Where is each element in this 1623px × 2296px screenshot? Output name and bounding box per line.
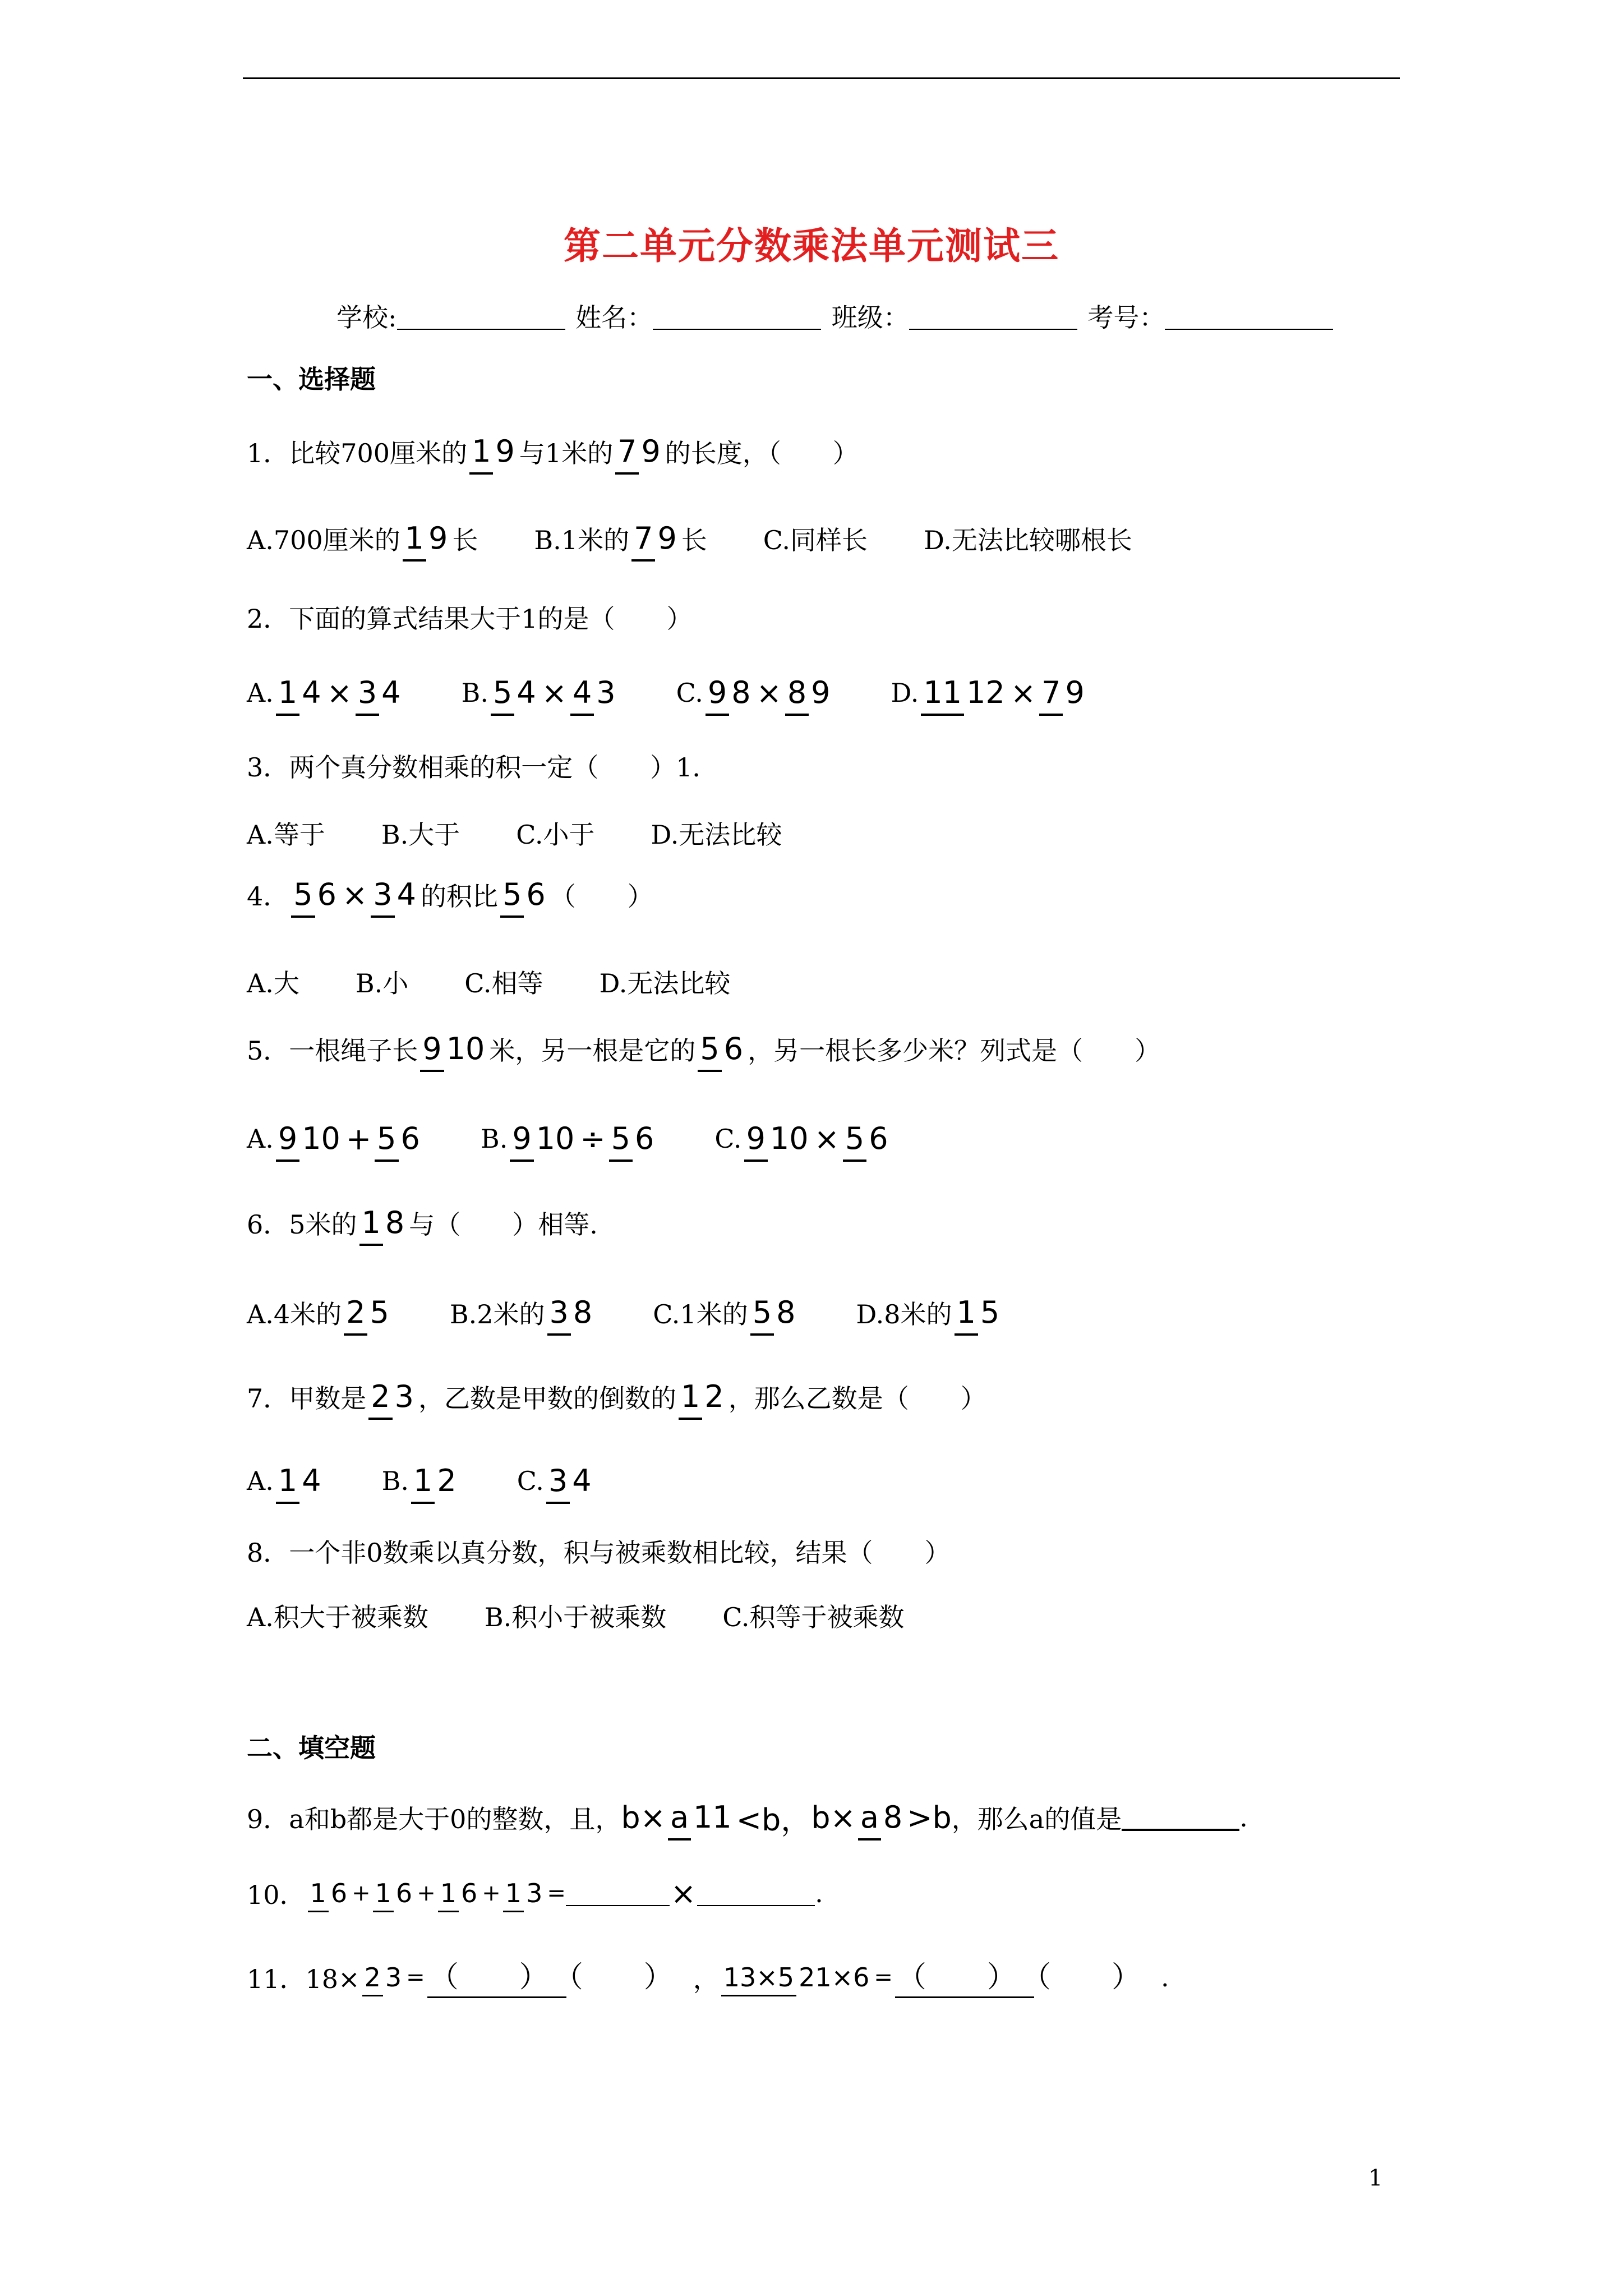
q4-text-mid: 的积比	[420, 881, 498, 912]
q6-b-fraction: 3 8	[547, 1297, 595, 1328]
q2-a-fraction-2: 3 4	[356, 678, 403, 708]
question-1	[247, 415, 859, 488]
times-sign: ×	[541, 675, 567, 711]
q5-option-c[interactable]: C.	[714, 1124, 742, 1154]
q11-fraction-1: 2 3	[362, 1964, 404, 1990]
name-field[interactable]	[653, 306, 821, 330]
q4-option-a[interactable]: A.大	[247, 968, 299, 999]
times-sign: ×	[1010, 675, 1036, 711]
school-field[interactable]	[397, 306, 565, 330]
equals-sign: =	[406, 1964, 425, 1990]
q8-option-b[interactable]: B.积小于被乘数	[484, 1602, 667, 1632]
q10-answer-blank-1[interactable]	[566, 1880, 670, 1906]
q7-option-c[interactable]: C.	[517, 1466, 544, 1496]
number-label: 考号：	[1087, 302, 1165, 333]
q2-c-fraction-2: 8 9	[785, 678, 833, 708]
q1-text-c: 的长度，（ ）	[665, 438, 859, 468]
q7-text-b: ，乙数是甲数的倒数的	[418, 1383, 676, 1414]
q7-b-fraction: 1 2	[411, 1466, 459, 1496]
question-5	[247, 1013, 1160, 1085]
q9-less-than: <b，	[736, 1802, 811, 1838]
q7-text-c: ，那么乙数是（ ）	[728, 1383, 986, 1414]
q1-option-b-fraction: 7 9	[631, 523, 679, 554]
q11-comma: ，	[693, 1964, 719, 1994]
q8-option-a[interactable]: A.积大于被乘数	[247, 1602, 428, 1632]
q10-answer-blank-2[interactable]	[697, 1880, 815, 1906]
q3-option-c[interactable]: C.小于	[516, 820, 595, 850]
q5-option-b[interactable]: B.	[480, 1124, 508, 1154]
q9-fraction-1: a 11	[668, 1802, 734, 1833]
q11-number: 11．18×	[247, 1964, 360, 1994]
q2-option-c[interactable]: C.	[676, 678, 703, 708]
q7-text-a: 7．甲数是	[247, 1383, 367, 1414]
q2-option-a[interactable]: A.	[247, 678, 274, 708]
q1-option-c[interactable]: C.同样长	[763, 525, 868, 555]
q6-a-fraction: 2 5	[344, 1297, 391, 1328]
q11-answer-fraction-1[interactable]: （ ） （ ）	[427, 1963, 691, 1992]
q1-option-b-end: 长	[681, 525, 707, 555]
q1-text-a: 1．比较700厘米的	[247, 438, 468, 468]
q3-option-a[interactable]: A.等于	[247, 820, 325, 850]
q6-c-fraction: 5 8	[750, 1297, 798, 1328]
q6-d-fraction: 1 5	[955, 1297, 1002, 1328]
times-sign: ×	[670, 1875, 697, 1911]
section-choice-heading: 一、选择题	[247, 364, 376, 394]
q9-period: .	[1239, 1802, 1248, 1833]
question-2-options	[247, 656, 1089, 729]
q5-c-fraction-2: 5 6	[843, 1124, 891, 1154]
q3-text: 3．两个真分数相乘的积一定（ ）1．	[247, 752, 718, 783]
q6-option-b[interactable]: B.2米的	[449, 1299, 545, 1329]
q7-option-a[interactable]: A.	[247, 1466, 274, 1496]
name-label: 姓名：	[575, 302, 653, 333]
number-field[interactable]	[1165, 306, 1333, 330]
q9-text-c: ，那么a的值是	[951, 1804, 1122, 1834]
question-8-options	[247, 1579, 904, 1652]
question-4-options	[247, 945, 730, 1018]
q2-option-b[interactable]: B.	[461, 678, 488, 708]
q4-fraction-1: 5 6	[291, 880, 339, 910]
page-number: 1	[1368, 2165, 1383, 2191]
times-sign: ×	[326, 675, 352, 711]
q2-b-fraction-2: 4 3	[570, 678, 618, 708]
q1-option-a-fraction: 1 9	[403, 523, 450, 554]
question-8	[247, 1515, 951, 1588]
question-3	[247, 729, 718, 802]
q1-option-a[interactable]: A.700厘米的	[247, 525, 400, 555]
equals-sign: =	[874, 1964, 893, 1990]
q4-fraction-2: 3 4	[371, 880, 418, 910]
q1-option-a-end: 长	[452, 525, 478, 555]
q9-expr-1: b×	[621, 1800, 666, 1835]
times-sign: ×	[342, 877, 368, 913]
q10-number: 10．	[247, 1880, 306, 1910]
q8-option-c[interactable]: C.积等于被乘数	[722, 1602, 905, 1632]
q9-answer-blank[interactable]	[1122, 1804, 1239, 1831]
q2-b-fraction-1: 5 4	[491, 678, 538, 708]
q2-d-fraction-1: 11 12	[921, 678, 1007, 708]
times-sign: ×	[814, 1121, 840, 1157]
section-fill-heading: 二、填空题	[247, 1733, 376, 1763]
q5-b-fraction-2: 5 6	[609, 1124, 657, 1154]
q6-text-b: 与（ ）相等.	[409, 1209, 598, 1240]
times-sign: ×	[756, 675, 782, 711]
q4-option-b[interactable]: B.小	[355, 968, 409, 999]
q11-fraction-2: 13×5 21×6	[721, 1964, 872, 1990]
q5-fraction-1: 9 10	[420, 1034, 487, 1064]
q1-text-b: 与1米的	[519, 438, 614, 468]
q11-period: .	[1160, 1962, 1169, 1993]
q7-option-b[interactable]: B.	[381, 1466, 409, 1496]
q7-c-fraction: 3 4	[546, 1466, 594, 1496]
q2-a-fraction-1: 1 4	[276, 678, 324, 708]
q1-option-d[interactable]: D.无法比较哪根长	[923, 525, 1132, 555]
q5-fraction-2: 5 6	[698, 1034, 745, 1064]
school-label: 学校:	[336, 302, 397, 333]
question-1-options	[247, 502, 1132, 575]
q2-c-fraction-1: 9 8	[706, 678, 753, 708]
q9-fraction-2: a 8	[858, 1802, 905, 1833]
plus-sign: +	[352, 1880, 371, 1906]
q5-c-fraction-1: 9 10	[744, 1124, 811, 1154]
q8-text: 8．一个非0数乘以真分数，积与被乘数相比较，结果（ ）	[247, 1538, 951, 1568]
q6-fraction-1: 1 8	[359, 1208, 407, 1238]
q4-fraction-3: 5 6	[500, 880, 548, 910]
question-7	[247, 1360, 986, 1433]
q4-option-c[interactable]: C.相等	[464, 968, 543, 999]
q5-b-fraction-1: 9 10	[510, 1124, 577, 1154]
q10-fraction-3: 1 6	[438, 1880, 480, 1906]
page-title: 第二单元分数乘法单元测试三	[564, 224, 1059, 268]
q5-a-fraction-2: 5 6	[375, 1124, 422, 1154]
q6-text-a: 6．5米的	[247, 1209, 357, 1240]
header-rule	[243, 77, 1400, 79]
q2-option-d[interactable]: D.	[891, 678, 919, 708]
q3-option-d[interactable]: D.无法比较	[651, 820, 782, 850]
q6-option-a[interactable]: A.4米的	[247, 1299, 342, 1329]
question-2	[247, 581, 693, 654]
equals-sign: =	[547, 1880, 566, 1906]
q9-greater-than: >b	[907, 1800, 952, 1835]
q9-text-a: 9．a和b都是大于0的整数，且，	[247, 1804, 621, 1834]
divide-sign: ÷	[580, 1121, 606, 1157]
q7-a-fraction: 1 4	[276, 1466, 324, 1496]
student-info-line	[336, 297, 1335, 334]
q1-fraction-1: 1 9	[469, 436, 517, 467]
q5-text-a: 5．一根绳子长	[247, 1036, 418, 1066]
q6-option-c[interactable]: C.1米的	[653, 1299, 748, 1329]
plus-sign: +	[417, 1880, 436, 1906]
q7-fraction-2: 1 2	[679, 1382, 726, 1412]
q5-a-fraction-1: 9 10	[276, 1124, 343, 1154]
class-label: 班级：	[831, 302, 909, 333]
q10-fraction-1: 1 6	[308, 1880, 350, 1906]
q10-fraction-2: 1 6	[373, 1880, 415, 1906]
q4-number: 4．	[247, 881, 289, 912]
question-4	[247, 858, 653, 931]
question-6-options	[247, 1276, 1004, 1349]
q6-option-d[interactable]: D.8米的	[856, 1299, 952, 1329]
q2-d-fraction-2: 7 9	[1039, 678, 1087, 708]
question-5-options	[247, 1102, 893, 1175]
q11-answer-fraction-2[interactable]: （ ） （ ）	[895, 1963, 1159, 1992]
question-6	[247, 1186, 598, 1259]
q4-option-d[interactable]: D.无法比较	[599, 968, 731, 999]
q1-option-b[interactable]: B.1米的	[534, 525, 630, 555]
q5-text-c: ，另一根长多少米？列式是（ ）	[748, 1036, 1161, 1066]
question-9	[247, 1781, 1248, 1854]
class-field[interactable]	[909, 306, 1077, 330]
q7-fraction-1: 2 3	[368, 1382, 416, 1412]
q4-text-end: （ ）	[550, 881, 653, 912]
q5-text-b: 米，另一根是它的	[489, 1036, 696, 1066]
question-10	[247, 1857, 823, 1930]
question-11	[247, 1941, 1169, 2014]
q5-option-a[interactable]: A.	[247, 1124, 274, 1154]
q2-text: 2．下面的算式结果大于1的是（ ）	[247, 604, 693, 634]
plus-sign: +	[482, 1880, 501, 1906]
q1-fraction-2: 7 9	[615, 436, 663, 467]
q10-period: .	[815, 1878, 823, 1908]
plus-sign: +	[345, 1121, 372, 1157]
q10-fraction-4: 1 3	[503, 1880, 545, 1906]
q9-expr-2: b×	[811, 1800, 856, 1835]
question-7-options	[247, 1444, 596, 1517]
q3-option-b[interactable]: B.大于	[381, 820, 460, 850]
